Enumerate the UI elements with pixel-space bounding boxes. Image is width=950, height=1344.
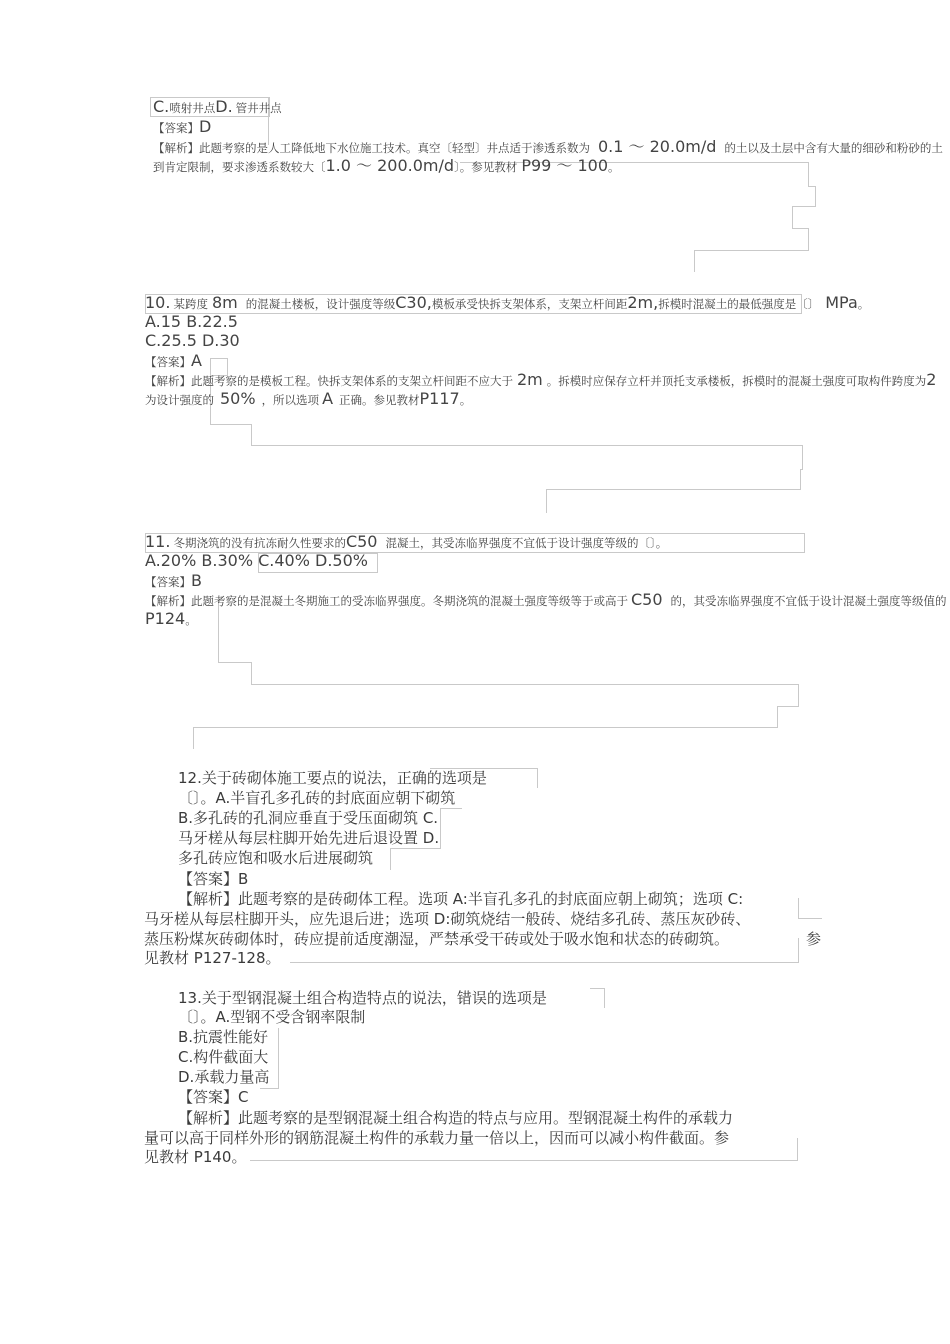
outline-rule	[694, 250, 809, 251]
outline-rule	[440, 808, 441, 848]
q11-answer: 【答案】B	[145, 571, 202, 590]
outline-rule	[815, 186, 816, 206]
q13-explanation-line3: 见教材 P140。	[144, 1148, 247, 1166]
outline-rule	[802, 445, 803, 469]
q12-answer: 【答案】B	[178, 870, 249, 888]
outline-rule	[798, 684, 799, 706]
outline-rule	[798, 898, 799, 918]
q12-option-c: 马牙槎从每层柱脚开始先进后退设置 D.	[178, 829, 440, 847]
q10-answer: 【答案】A	[145, 351, 202, 370]
outline-rule	[251, 662, 252, 684]
outline-rule	[251, 424, 252, 445]
q13-stem: 13.关于型钢混凝土组合构造特点的说法，错误的选项是	[178, 989, 547, 1007]
q12-option-b: B.多孔砖的孔洞应垂直于受压面砌筑 C.	[178, 809, 439, 827]
outline-rule	[590, 988, 604, 989]
outline-rule	[251, 684, 799, 685]
outline-rule	[792, 206, 793, 228]
q13-explanation-line1: 【解析】此题考察的是型钢混凝土组合构造的特点与应用。型钢混凝土构件的承载力	[178, 1109, 734, 1127]
q12-stem: 12.关于砖砌体施工要点的说法，正确的选项是	[178, 769, 487, 787]
q10-stem: 10. 某跨度 8m 的混凝土楼板，设计强度等级C30,模板承受快拆支架体系，支架立杆间距2m,拆模时混凝土的最低强度是〔〕 MPa。	[145, 293, 870, 312]
q12-explanation-line2: 马牙槎从每层柱脚开头，应先退后进；选项 D:砌筑烧结一般砖、烧结多孔砖、蒸压灰砂砖、	[144, 910, 751, 928]
q9-answer: 【答案】D	[153, 117, 212, 136]
outline-rule	[218, 662, 252, 663]
outline-rule	[792, 228, 808, 229]
q12-option-a: 〔〕。A.半盲孔多孔砖的封底面应朝下砌筑	[178, 789, 456, 807]
outline-rule	[218, 600, 219, 662]
outline-rule	[278, 1028, 279, 1088]
q9-explanation-line1: 【解析】此题考察的是人工降低地下水位施工技术。真空〔轻型〕井点适于渗透系数为 0.1 ～ 20.0m/d 的土以及土层中含有大量的细砂和粉砂的土	[153, 137, 943, 156]
outline-rule	[694, 250, 695, 272]
outline-rule	[808, 162, 809, 186]
q12-explanation-line3: 蒸压粉煤灰砖砌体时，砖应提前适度潮湿，严禁承受干砖或处于吸水饱和状态的砖砌筑。	[144, 930, 730, 948]
outline-rule	[798, 938, 799, 962]
outline-rule	[193, 727, 194, 749]
q13-option-b: B.抗震性能好	[178, 1028, 269, 1046]
q13-explanation-line2: 量可以高于同样外形的钢筋混凝土构件的承载力量一倍以上，因而可以减小构件截面。参	[144, 1129, 730, 1147]
q10-explanation-line1: 【解析】此题考察的是模板工程。快拆支架体系的支架立杆间距不应大于 2m 。拆模时应保存立杆并顶托支承楼板，拆模时的混凝土强度可取构件跨度为2	[145, 370, 937, 389]
q13-answer: 【答案】C	[178, 1088, 249, 1106]
outline-rule	[546, 489, 547, 513]
q13-option-c: C.构件截面大	[178, 1048, 269, 1066]
q12-option-d: 多孔砖应饱和吸水后进展砌筑	[178, 849, 374, 867]
outline-rule	[604, 988, 605, 1008]
outline-rule	[792, 206, 816, 207]
q9-options: C.喷射井点D. 管井井点	[153, 97, 282, 116]
q10-options-ab: A.15 B.22.5	[145, 312, 238, 331]
outline-rule	[290, 962, 799, 963]
q11-explanation-line2: P124。	[145, 609, 197, 628]
q13-option-d: D.承载力量高	[178, 1068, 270, 1086]
outline-rule	[390, 848, 391, 870]
q10-explanation-line2: 为设计强度的 50% ，所以选项 A 正确。参见教材P117。	[145, 389, 472, 408]
q12-explanation-tail: 参	[806, 930, 822, 948]
q12-explanation-line1: 【解析】此题考察的是砖砌体工程。选项 A:半盲孔多孔的封底面应朝上砌筑；选项 C:	[178, 890, 744, 908]
outline-rule	[537, 768, 538, 788]
q10-options-cd: C.25.5 D.30	[145, 331, 240, 350]
q13-option-a: 〔〕。A.型钢不受含钢率限制	[178, 1008, 366, 1026]
outline-rule	[777, 706, 778, 727]
outline-rule	[777, 706, 799, 707]
outline-rule	[193, 727, 778, 728]
q11-options: A.20% B.30% C.40% D.50%	[145, 551, 368, 570]
q11-stem: 11. 冬期浇筑的没有抗冻耐久性要求的C50 混凝土，其受冻临界强度不宜低于设计强度等级的〔〕。	[145, 532, 668, 551]
outline-rule	[250, 1160, 798, 1161]
outline-rule	[260, 1088, 279, 1089]
outline-rule	[210, 424, 252, 425]
outline-rule	[251, 445, 802, 446]
outline-rule	[546, 489, 801, 490]
q11-explanation-line1: 【解析】此题考察的是混凝土冬期施工的受冻临界强度。冬期浇筑的混凝土强度等级等于或高于 C50 的，其受冻临界强度不宜低于设计混凝土强度等级值的	[145, 590, 947, 609]
q12-explanation-line4: 见教材 P127-128。	[144, 949, 281, 967]
outline-rule	[390, 848, 441, 849]
outline-rule	[440, 808, 462, 809]
q9-explanation-line2: 到肯定限制，要求渗透系数较大〔1.0 ～ 200.0m/d〕。参见教材 P99 ～ 100。	[153, 156, 620, 175]
outline-rule	[797, 1138, 798, 1160]
outline-rule	[808, 228, 809, 250]
outline-rule	[798, 918, 822, 919]
outline-rule	[800, 469, 801, 489]
